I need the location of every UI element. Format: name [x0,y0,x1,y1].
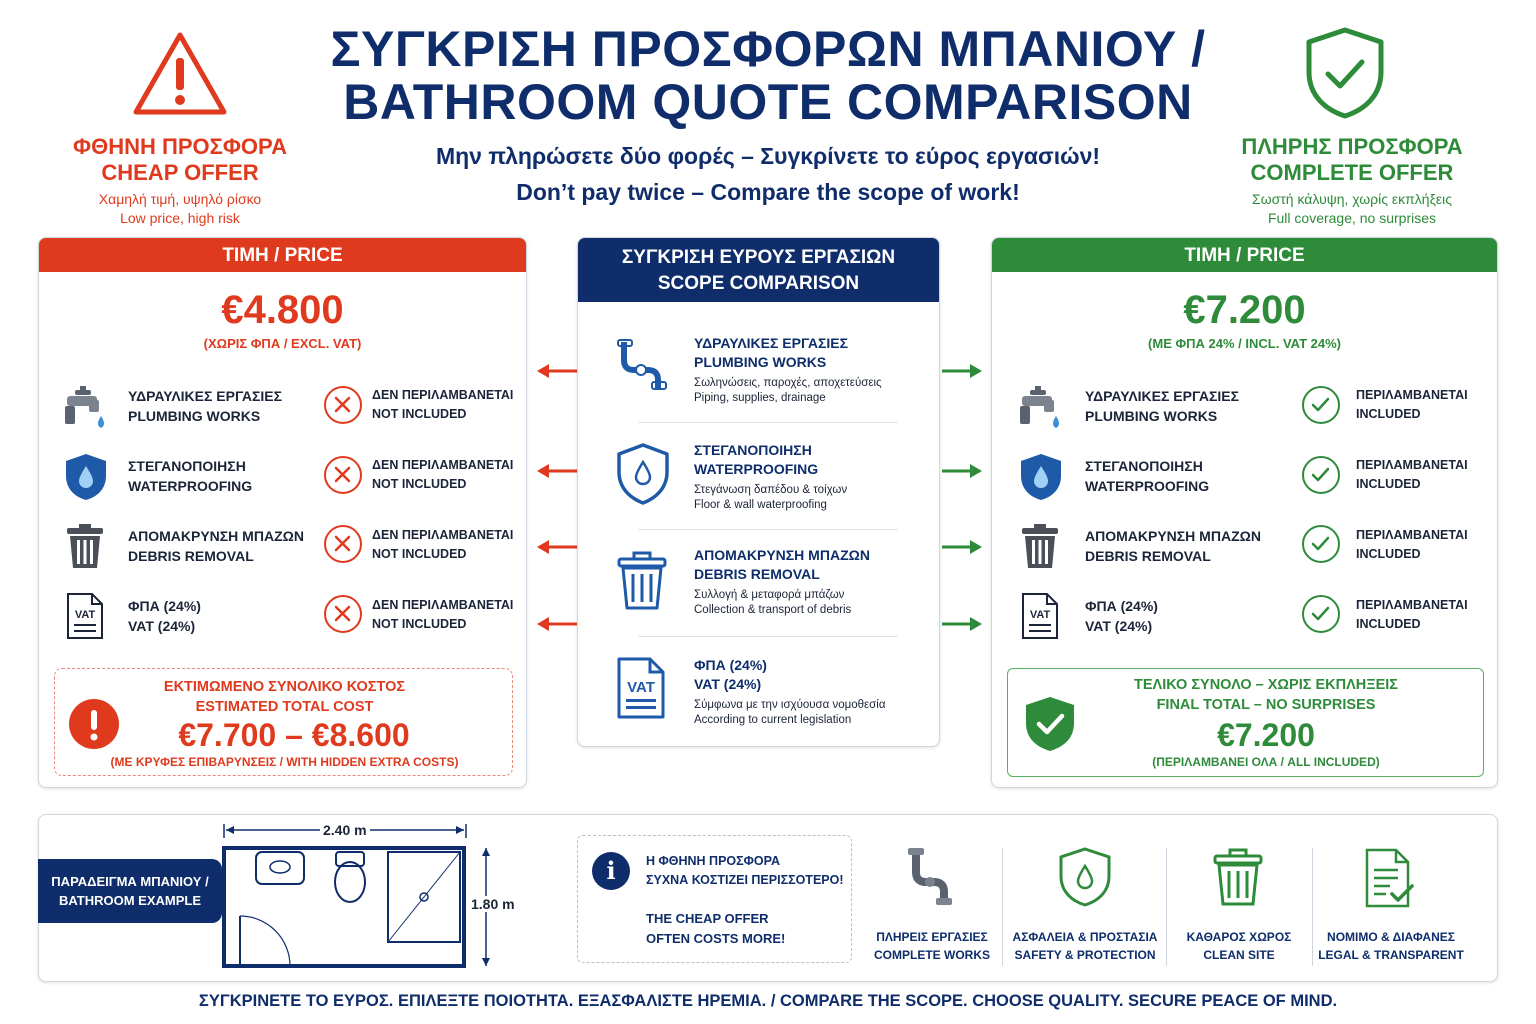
included-check-icon [1302,386,1340,424]
document-check-icon [1364,848,1416,913]
complete-row-label-english: VAT (24%) [1085,618,1153,634]
complete-status-english: INCLUDED [1356,547,1421,561]
scope-item-title-english: WATERPROOFING [694,461,819,477]
not-included-x-icon [324,386,362,424]
cheap-offer-header [30,134,330,228]
cheap-row-label-english: DEBRIS REMOVAL [128,548,254,564]
complete-offer-header [1202,134,1502,228]
red-arrows [535,360,579,640]
complete-status-greek: ΠΕΡΙΛΑΜΒΑΝΕΤΑΙ [1356,598,1468,612]
complete-row-label-english: PLUMBING WORKS [1085,408,1218,424]
bathroom-label-english: BATHROOM EXAMPLE [58,893,202,908]
scope-item-desc-english: According to current legislation [694,714,852,726]
cheap-status-english: NOT INCLUDED [372,407,467,421]
estimated-total-price: €7.700 – €8.600 [178,717,410,753]
scope-item-title-english: VAT (24%) [694,676,762,692]
vat-document-icon [1020,592,1060,645]
scope-item-desc-greek: Σωληνώσεις, παροχές, αποχετεύσεις [694,377,882,389]
cheap-status-greek: ΔΕΝ ΠΕΡΙΛΑΜΒΑΝΕΤΑΙ [372,528,514,542]
cheap-status-english: NOT INCLUDED [372,547,467,561]
estimated-total-english: ESTIMATED TOTAL COST [195,699,374,715]
cheap-subtitle-english: Low price, high risk [120,210,240,226]
info-english-line2: OFTEN COSTS MORE! [646,931,786,946]
complete-row-label-english: DEBRIS REMOVAL [1085,548,1211,564]
scope-panel-header [578,238,939,302]
benefit-label-greek: ΚΑΘΑΡΟΣ ΧΩΡΟΣ [1186,930,1292,944]
scope-item-desc-greek: Στεγάνωση δαπέδου & τοίχων [694,484,848,496]
scope-item-desc-english: Piping, supplies, drainage [694,392,826,404]
complete-status-english: INCLUDED [1356,477,1421,491]
shield-drop-icon [616,442,670,511]
warning-triangle-icon [132,30,228,118]
scope-item-title-greek: ΣΤΕΓΑΝΟΠΟΙΗΣΗ [694,442,812,458]
shield-drop-icon [1018,452,1064,507]
scope-item-desc-greek: Συλλογή & μεταφορά μπάζων [694,589,845,601]
benefit-label-greek: ΝΟΜΙΜΟ & ΔΙΑΦΑΝΕΣ [1327,930,1455,944]
trash-icon [1020,522,1060,575]
benefit-clean-site [1174,840,1304,970]
trash-icon [65,522,105,575]
divider [638,636,898,637]
complete-row-label-greek: ΑΠΟΜΑΚΡΥΝΣΗ ΜΠΑΖΩΝ [1085,528,1261,544]
cheap-offer-panel [38,237,527,788]
cheap-status-greek: ΔΕΝ ΠΕΡΙΛΑΜΒΑΝΕΤΑΙ [372,388,514,402]
shield-drop-icon [63,452,109,507]
bathroom-width: 2.40 m [320,822,370,838]
divider [1312,848,1313,966]
trash-icon [1212,848,1264,913]
final-total-price: €7.200 [1217,717,1315,753]
final-total-box [1007,668,1484,777]
cheap-row-label-greek: ΣΤΕΓΑΝΟΠΟΙΗΣΗ [128,458,246,474]
faucet-icon [1016,382,1066,437]
not-included-x-icon [324,525,362,563]
pipe-icon [614,338,670,397]
subtitle-greek: Μην πληρώσετε δύο φορές – Συγκρίνετε το εύρος εργασιών! [435,143,1101,169]
benefit-label-english: LEGAL & TRANSPARENT [1318,948,1464,962]
complete-row-label-greek: ΦΠΑ (24%) [1085,598,1158,614]
final-total-greek: ΤΕΛΙΚΟ ΣΥΝΟΛΟ – ΧΩΡΙΣ ΕΚΠΛΗΞΕΙΣ [1134,677,1398,693]
complete-price: €7.200 [1183,288,1306,332]
complete-row-label-english: WATERPROOFING [1085,478,1210,494]
green-arrows [940,360,984,640]
scope-title-english: SCOPE COMPARISON [657,273,860,294]
cheap-offer-warning-box [577,835,852,963]
scope-item-desc-english: Floor & wall waterproofing [694,499,827,511]
complete-panel-title: ΤΙΜΗ / PRICE [992,238,1497,272]
divider [1166,848,1167,966]
pipe-icon [906,846,956,913]
page-title-line2: BATHROOM QUOTE COMPARISON [343,74,1193,130]
scope-item-title-english: DEBRIS REMOVAL [694,566,820,582]
cheap-row-label-greek: ΑΠΟΜΑΚΡΥΝΣΗ ΜΠΑΖΩΝ [128,528,304,544]
complete-status-greek: ΠΕΡΙΛΑΜΒΑΝΕΤΑΙ [1356,528,1468,542]
cheap-panel-title: ΤΙΜΗ / PRICE [39,238,526,272]
trash-icon [616,550,668,617]
complete-status-english: INCLUDED [1356,617,1421,631]
estimated-total-box [54,668,513,776]
scope-item-title-greek: ΦΠΑ (24%) [694,657,767,673]
complete-status-greek: ΠΕΡΙΛΑΜΒΑΝΕΤΑΙ [1356,458,1468,472]
page-title-line1: ΣΥΓΚΡΙΣΗ ΠΡΟΣΦΟΡΩΝ ΜΠΑΝΙΟΥ / [330,21,1206,77]
divider [638,422,898,423]
info-icon: i [592,852,630,890]
info-english-line1: THE CHEAP OFFER [646,911,769,926]
shield-drop-icon [1058,846,1112,913]
final-total-note: (ΠΕΡΙΛΑΜΒΑΝΕΙ ΟΛΑ / ALL INCLUDED) [1152,755,1380,769]
scope-title-greek: ΣΥΓΚΡΙΣΗ ΕΥΡΟΥΣ ΕΡΓΑΣΙΩΝ [621,247,896,268]
not-included-x-icon [324,456,362,494]
benefit-legal-transparent [1318,840,1464,970]
cheap-row-label-english: WATERPROOFING [128,478,253,494]
cheap-status-greek: ΔΕΝ ΠΕΡΙΛΑΜΒΑΝΕΤΑΙ [372,458,514,472]
complete-title-greek: ΠΛΗΡΗΣ ΠΡΟΣΦΟΡΑ [1241,134,1463,159]
scope-item-desc-english: Collection & transport of debris [694,604,852,616]
benefit-safety-protection [1010,840,1160,970]
subtitle-english: Don’t pay twice – Compare the scope of work! [516,179,1020,205]
scope-item-title-greek: ΑΠΟΜΑΚΡΥΝΣΗ ΜΠΑΖΩΝ [694,547,870,563]
vat-document-icon [616,656,666,725]
bathroom-label-greek: ΠΑΡΑΔΕΙΓΜΑ ΜΠΑΝΙΟΥ / [51,874,209,889]
cheap-status-english: NOT INCLUDED [372,617,467,631]
complete-title-english: COMPLETE OFFER [1250,160,1454,185]
footer-tagline: ΣΥΓΚΡΙΝΕΤΕ ΤΟ ΕΥΡΟΣ. ΕΠΙΛΕΞΤΕ ΠΟΙΟΤΗΤΑ. ΕΞΑΣΦΑΛΙΣΤΕ ΗΡΕΜΙΑ. / COMPARE THE SCOPE. CHOOSE QUALITY. SECURE PEACE OF MIND. [198,992,1338,1010]
cheap-row-label-greek: ΦΠΑ (24%) [128,598,201,614]
svg-text:VAT: VAT [1029,609,1051,621]
final-total-english: FINAL TOTAL – NO SURPRISES [1156,697,1376,713]
cheap-status-greek: ΔΕΝ ΠΕΡΙΛΑΜΒΑΝΕΤΑΙ [372,598,514,612]
not-included-x-icon [324,595,362,633]
scope-item-desc-greek: Σύμφωνα με την ισχύουσα νομοθεσία [694,699,886,711]
complete-offer-panel [991,237,1498,788]
cheap-subtitle-greek: Χαμηλή τιμή, υψηλό ρίσκο [98,191,262,207]
svg-text:VAT: VAT [74,609,96,621]
bathroom-depth: 1.80 m [471,896,515,912]
svg-text:VAT: VAT [627,679,655,696]
info-greek-line1: Η ΦΘΗΝΗ ΠΡΟΣΦΟΡΑ [646,854,781,868]
complete-subtitle-greek: Σωστή κάλυψη, χωρίς εκπλήξεις [1252,191,1452,207]
included-check-icon [1302,456,1340,494]
bathroom-example-label [38,859,222,923]
cheap-row-label-english: PLUMBING WORKS [128,408,261,424]
benefit-label-greek: ΑΣΦΑΛΕΙΑ & ΠΡΟΣΤΑΣΙΑ [1012,930,1158,944]
cheap-price: €4.800 [221,288,344,332]
complete-subtitle-english: Full coverage, no surprises [1267,210,1437,226]
scope-item-title-greek: ΥΔΡΑΥΛΙΚΕΣ ΕΡΓΑΣΙΕΣ [694,335,849,351]
scope-comparison-panel [577,237,940,747]
info-greek-line2: ΣΥΧΝΑ ΚΟΣΤΙΖΕΙ ΠΕΡΙΣΣΟΤΕΡΟ! [646,873,844,887]
included-check-icon [1302,525,1340,563]
complete-price-note: (ΜΕ ΦΠΑ 24% / INCL. VAT 24%) [1148,336,1341,351]
divider [1002,848,1003,966]
estimated-total-greek: ΕΚΤΙΜΩΜΕΝΟ ΣΥΝΟΛΙΚΟ ΚΟΣΤΟΣ [163,679,406,695]
complete-status-english: INCLUDED [1356,407,1421,421]
cheap-row-label-greek: ΥΔΡΑΥΛΙΚΕΣ ΕΡΓΑΣΙΕΣ [128,388,283,404]
benefit-label-english: CLEAN SITE [1203,948,1275,962]
cheap-price-note: (ΧΩΡΙΣ ΦΠΑ / EXCL. VAT) [203,336,362,351]
shield-check-icon [1304,26,1386,120]
divider [638,529,898,530]
complete-row-label-greek: ΣΤΕΓΑΝΟΠΟΙΗΣΗ [1085,458,1203,474]
benefit-complete-works [866,840,996,970]
vat-document-icon [65,592,105,645]
cheap-row-label-english: VAT (24%) [128,618,196,634]
complete-row-label-greek: ΥΔΡΑΥΛΙΚΕΣ ΕΡΓΑΣΙΕΣ [1085,388,1240,404]
benefit-label-english: SAFETY & PROTECTION [1014,948,1156,962]
cheap-title-greek: ΦΘΗΝΗ ΠΡΟΣΦΟΡΑ [73,134,287,159]
scope-item-title-english: PLUMBING WORKS [694,354,827,370]
faucet-icon [61,382,111,437]
cheap-title-english: CHEAP OFFER [101,160,259,185]
included-check-icon [1302,595,1340,633]
benefit-label-english: COMPLETE WORKS [874,948,990,962]
cheap-status-english: NOT INCLUDED [372,477,467,491]
complete-status-greek: ΠΕΡΙΛΑΜΒΑΝΕΤΑΙ [1356,388,1468,402]
estimated-total-note: (ΜΕ ΚΡΥΦΕΣ ΕΠΙΒΑΡΥΝΣΕΙΣ / WITH HIDDEN EXTRA COSTS) [110,755,459,769]
benefit-label-greek: ΠΛΗΡΕΙΣ ΕΡΓΑΣΙΕΣ [876,930,988,944]
